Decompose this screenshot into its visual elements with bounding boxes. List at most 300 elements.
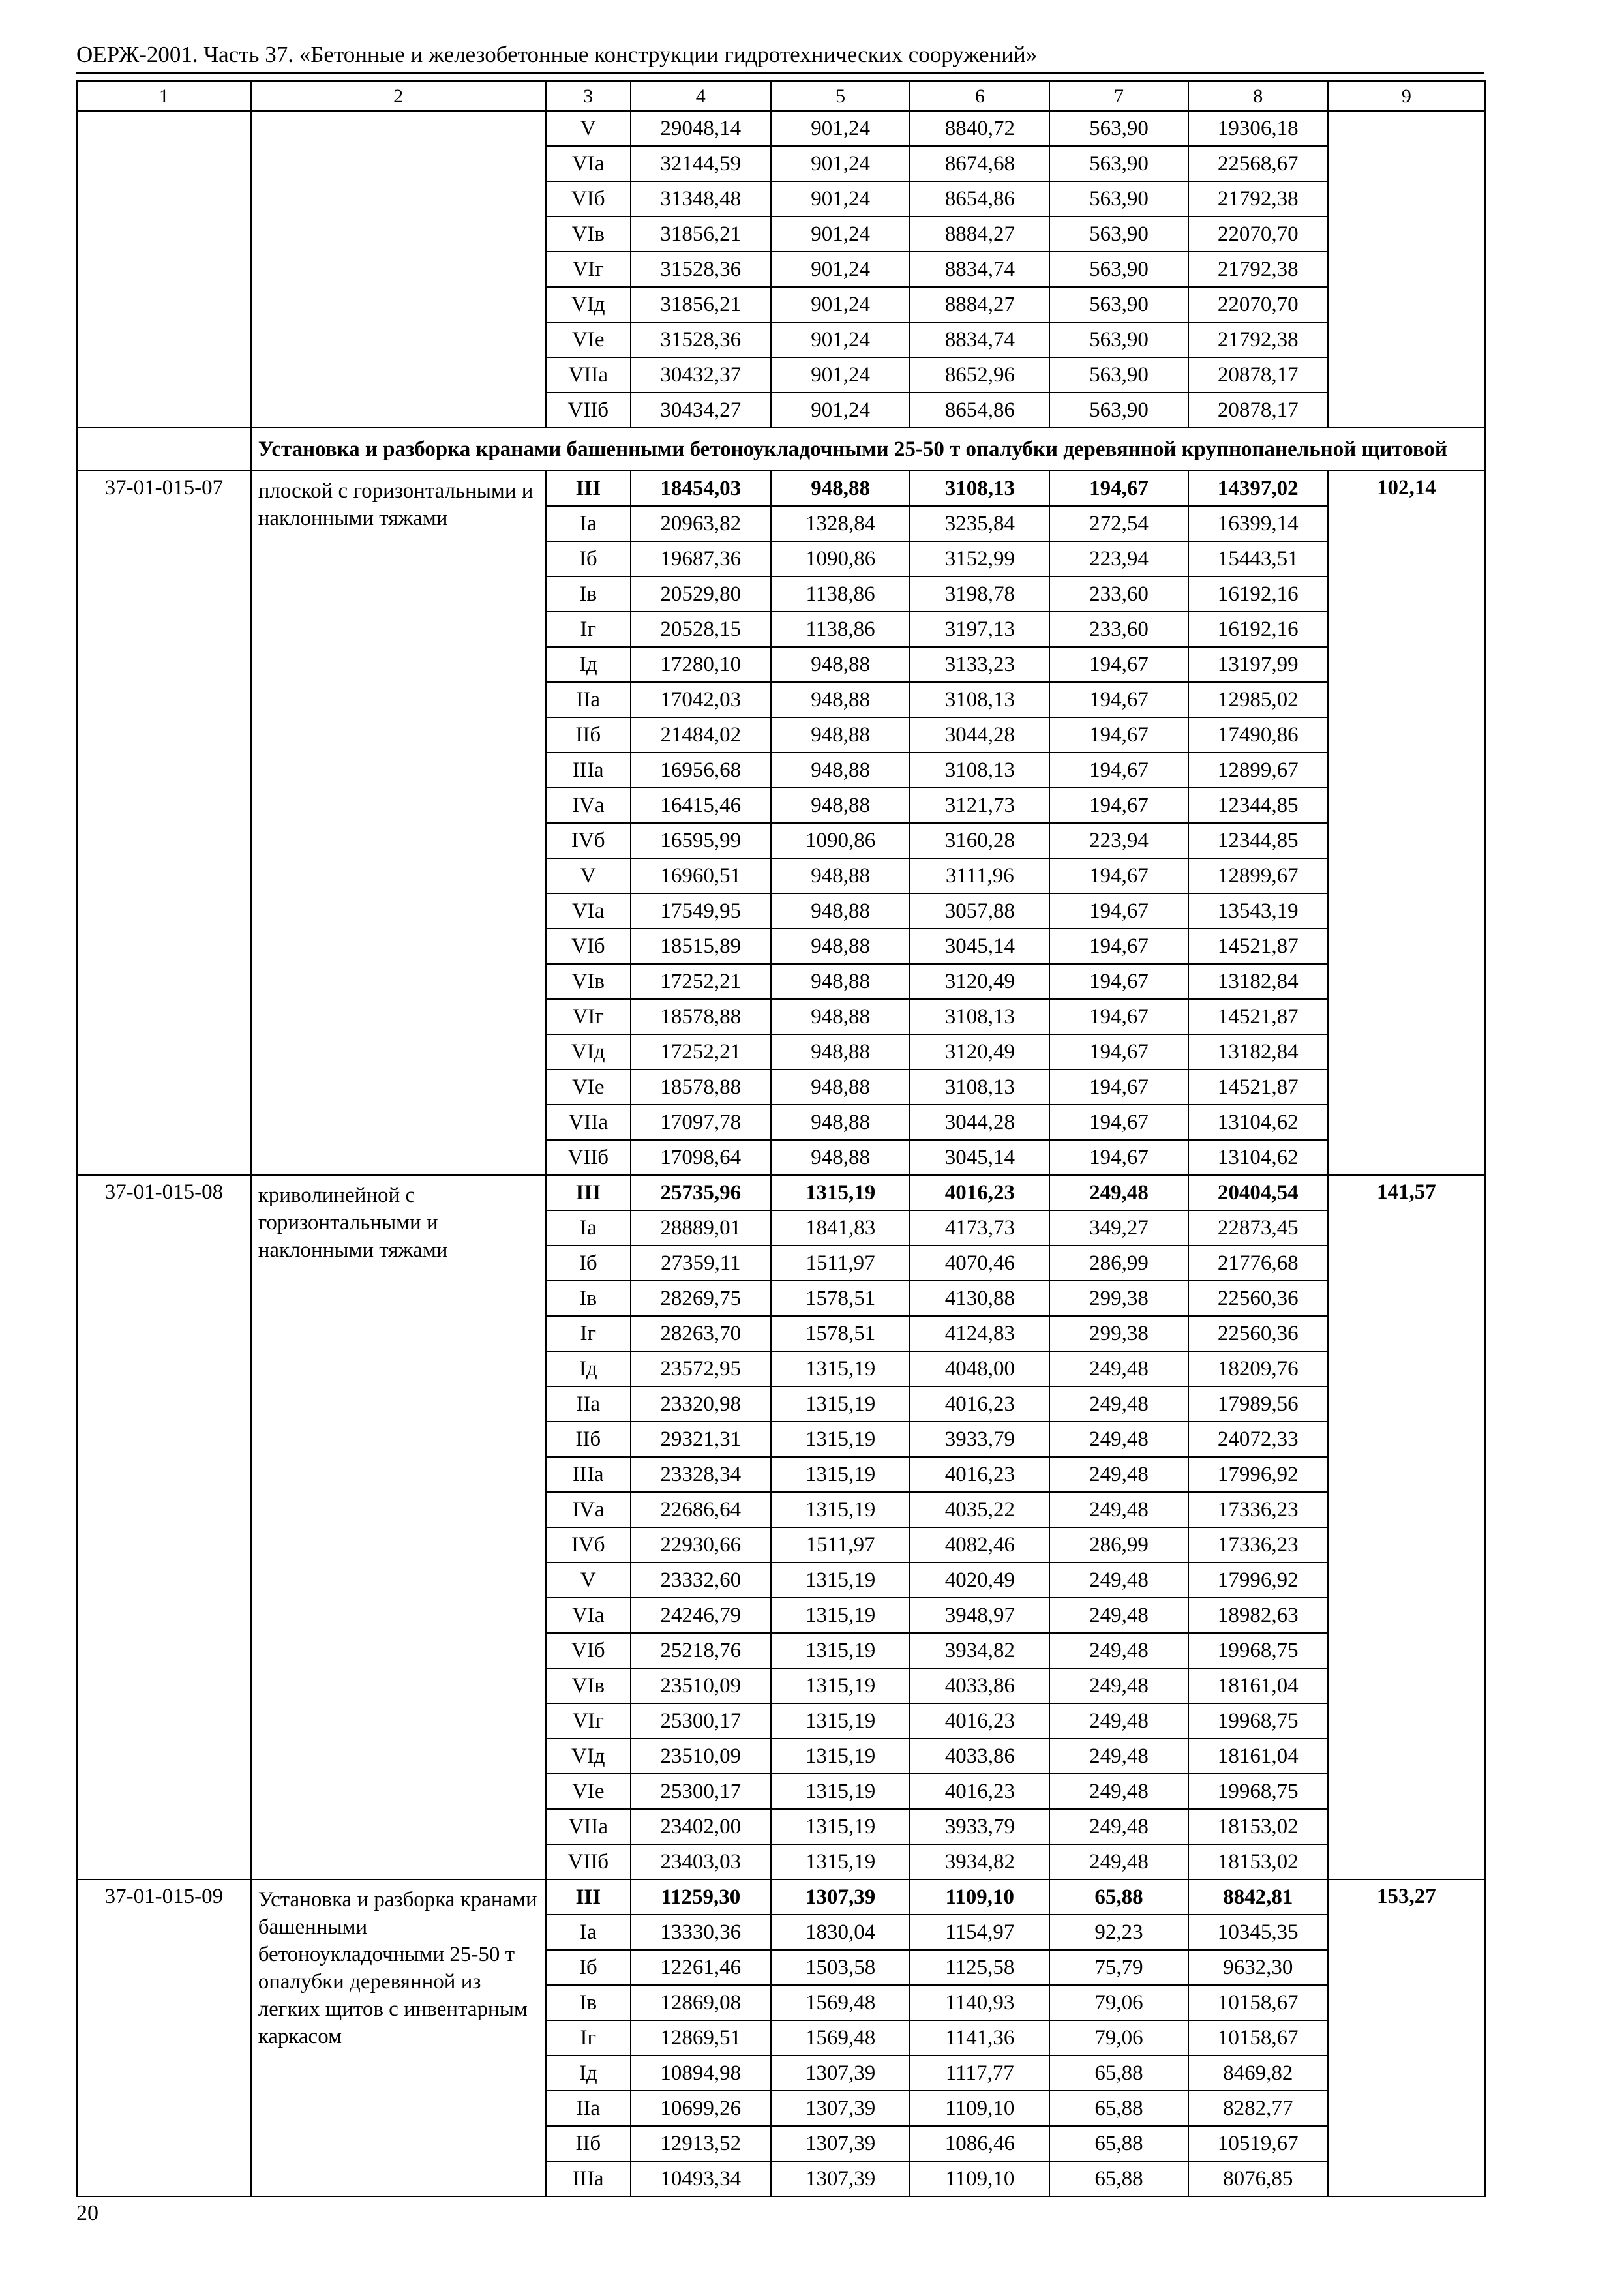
value-cell: 4035,22	[910, 1492, 1049, 1527]
value-cell: 1578,51	[771, 1316, 910, 1351]
value-cell: VIа	[546, 893, 631, 929]
value-cell: VIе	[546, 1774, 631, 1809]
value-cell: 3120,49	[910, 964, 1049, 999]
value-cell: 563,90	[1049, 393, 1188, 428]
value-cell: III	[546, 471, 631, 506]
value-cell: 13182,84	[1188, 964, 1328, 999]
value-cell: 223,94	[1049, 823, 1188, 858]
value-cell: 24072,33	[1188, 1422, 1328, 1457]
value-cell: 8842,81	[1188, 1879, 1328, 1915]
value-cell: 1315,19	[771, 1351, 910, 1386]
value-cell: 16192,16	[1188, 576, 1328, 612]
value-cell: Iд	[546, 2056, 631, 2091]
value-cell: 249,48	[1049, 1633, 1188, 1668]
value-cell: 948,88	[771, 717, 910, 753]
value-cell: 249,48	[1049, 1422, 1188, 1457]
value-cell: 13182,84	[1188, 1034, 1328, 1070]
value-cell: 3133,23	[910, 647, 1049, 682]
value-cell: 31528,36	[631, 322, 771, 357]
value-cell: 3045,14	[910, 929, 1049, 964]
value-cell: V	[546, 1563, 631, 1598]
code-cell: 37-01-015-08	[77, 1175, 251, 1879]
value-cell: 3235,84	[910, 506, 1049, 541]
value-cell: 12985,02	[1188, 682, 1328, 717]
value-cell: 299,38	[1049, 1281, 1188, 1316]
value-cell: 901,24	[771, 111, 910, 146]
value-cell: 4016,23	[910, 1774, 1049, 1809]
value-cell: VIб	[546, 181, 631, 217]
value-cell: 3197,13	[910, 612, 1049, 647]
value-cell: 194,67	[1049, 999, 1188, 1034]
value-cell: 948,88	[771, 929, 910, 964]
value-cell: IIа	[546, 2091, 631, 2126]
column-number-cell: 3	[546, 81, 631, 111]
value-cell: 3044,28	[910, 1105, 1049, 1140]
value-cell: 299,38	[1049, 1316, 1188, 1351]
value-cell: 31856,21	[631, 287, 771, 322]
table-row	[77, 471, 1485, 506]
name-cell: Установка и разборка кранами башенными бетоноукладочными 25-50 т опалубки деревянной из легких щитов с инвентарным каркасом	[251, 1879, 546, 2196]
value-cell: 4016,23	[910, 1386, 1049, 1422]
value-cell: 13197,99	[1188, 647, 1328, 682]
value-cell: Iг	[546, 1316, 631, 1351]
value-cell: 13104,62	[1188, 1105, 1328, 1140]
value-cell: 17252,21	[631, 1034, 771, 1070]
value-cell: VIе	[546, 1070, 631, 1105]
value-cell: 3108,13	[910, 999, 1049, 1034]
value-cell: 17996,92	[1188, 1457, 1328, 1492]
value-cell: 3160,28	[910, 823, 1049, 858]
value-cell: 25300,17	[631, 1774, 771, 1809]
value-cell: IVб	[546, 1527, 631, 1563]
value-cell: 19687,36	[631, 541, 771, 576]
value-cell: 79,06	[1049, 1985, 1188, 2020]
rates-table	[76, 80, 1486, 2197]
value-cell: 16960,51	[631, 858, 771, 893]
value-cell: 3108,13	[910, 1070, 1049, 1105]
value-cell: 1569,48	[771, 2020, 910, 2056]
name-cell: криволинейной с горизонтальными и наклонными тяжами	[251, 1175, 546, 1879]
value-cell: 16399,14	[1188, 506, 1328, 541]
value-cell: 948,88	[771, 1105, 910, 1140]
value-cell: 249,48	[1049, 1809, 1188, 1844]
value-cell: VIв	[546, 964, 631, 999]
value-cell: 19968,75	[1188, 1633, 1328, 1668]
value-cell: VIд	[546, 287, 631, 322]
value-cell: 901,24	[771, 252, 910, 287]
value-cell: 10345,35	[1188, 1915, 1328, 1950]
value-cell: 22930,66	[631, 1527, 771, 1563]
section-heading: Установка и разборка кранами башенными бетоноукладочными 25-50 т опалубки деревянной крупнопанельной щитовой	[251, 428, 1485, 471]
value-cell: 20878,17	[1188, 393, 1328, 428]
value-cell: Iд	[546, 1351, 631, 1386]
value-cell: 4130,88	[910, 1281, 1049, 1316]
value-cell: 3934,82	[910, 1844, 1049, 1879]
value-cell: 10158,67	[1188, 1985, 1328, 2020]
value-cell: 1138,86	[771, 576, 910, 612]
column-number-cell: 9	[1328, 81, 1485, 111]
value-cell: VIв	[546, 217, 631, 252]
header-rule	[76, 72, 1484, 74]
value-cell: IVа	[546, 788, 631, 823]
value-cell: 18515,89	[631, 929, 771, 964]
value-cell: 1307,39	[771, 2091, 910, 2126]
value-cell: 14521,87	[1188, 929, 1328, 964]
value-cell: 194,67	[1049, 964, 1188, 999]
value-cell: 1315,19	[771, 1386, 910, 1422]
value-cell: 948,88	[771, 788, 910, 823]
value-cell: Iв	[546, 1985, 631, 2020]
table-row	[77, 1175, 1485, 1210]
value-cell: 17280,10	[631, 647, 771, 682]
name-cell: плоской с горизонтальными и наклонными тяжами	[251, 471, 546, 1175]
value-cell: 21484,02	[631, 717, 771, 753]
value-cell: Iг	[546, 2020, 631, 2056]
col9-cell: 141,57	[1328, 1175, 1485, 1879]
table-row	[77, 111, 1485, 146]
value-cell: 9632,30	[1188, 1950, 1328, 1985]
value-cell: VIа	[546, 146, 631, 181]
code-cell	[77, 111, 251, 428]
value-cell: 1315,19	[771, 1774, 910, 1809]
value-cell: 1109,10	[910, 1879, 1049, 1915]
value-cell: VIб	[546, 929, 631, 964]
value-cell: 10158,67	[1188, 2020, 1328, 2056]
value-cell: VIг	[546, 1703, 631, 1739]
value-cell: 194,67	[1049, 858, 1188, 893]
value-cell: 23572,95	[631, 1351, 771, 1386]
value-cell: 8652,96	[910, 357, 1049, 393]
value-cell: V	[546, 111, 631, 146]
value-cell: 17252,21	[631, 964, 771, 999]
value-cell: 8469,82	[1188, 2056, 1328, 2091]
value-cell: 29048,14	[631, 111, 771, 146]
value-cell: 1315,19	[771, 1668, 910, 1703]
value-cell: 12344,85	[1188, 788, 1328, 823]
value-cell: III	[546, 1175, 631, 1210]
value-cell: 249,48	[1049, 1668, 1188, 1703]
value-cell: 31348,48	[631, 181, 771, 217]
value-cell: 1090,86	[771, 823, 910, 858]
value-cell: 19306,18	[1188, 111, 1328, 146]
value-cell: 18209,76	[1188, 1351, 1328, 1386]
value-cell: 8654,86	[910, 393, 1049, 428]
value-cell: 1315,19	[771, 1739, 910, 1774]
value-cell: 23510,09	[631, 1668, 771, 1703]
value-cell: 4016,23	[910, 1457, 1049, 1492]
value-cell: 1315,19	[771, 1175, 910, 1210]
value-cell: IIIа	[546, 753, 631, 788]
col9-cell	[1328, 111, 1485, 428]
value-cell: 1315,19	[771, 1457, 910, 1492]
value-cell: 22070,70	[1188, 217, 1328, 252]
value-cell: 20528,15	[631, 612, 771, 647]
value-cell: 4070,46	[910, 1246, 1049, 1281]
value-cell: 1578,51	[771, 1281, 910, 1316]
value-cell: 3108,13	[910, 753, 1049, 788]
value-cell: 901,24	[771, 146, 910, 181]
value-cell: 1307,39	[771, 2126, 910, 2161]
value-cell: 1315,19	[771, 1598, 910, 1633]
value-cell: 563,90	[1049, 252, 1188, 287]
value-cell: 25300,17	[631, 1703, 771, 1739]
value-cell: 17098,64	[631, 1140, 771, 1175]
column-number-cell: 7	[1049, 81, 1188, 111]
value-cell: 194,67	[1049, 753, 1188, 788]
value-cell: 1138,86	[771, 612, 910, 647]
value-cell: 25218,76	[631, 1633, 771, 1668]
value-cell: 17989,56	[1188, 1386, 1328, 1422]
column-number-row	[77, 81, 1485, 111]
value-cell: 20963,82	[631, 506, 771, 541]
col9-cell: 102,14	[1328, 471, 1485, 1175]
value-cell: 901,24	[771, 322, 910, 357]
column-number-cell: 1	[77, 81, 251, 111]
value-cell: V	[546, 858, 631, 893]
value-cell: 17097,78	[631, 1105, 771, 1140]
value-cell: IIб	[546, 1422, 631, 1457]
value-cell: 22560,36	[1188, 1316, 1328, 1351]
column-number-cell: 8	[1188, 81, 1328, 111]
value-cell: 948,88	[771, 999, 910, 1034]
value-cell: 194,67	[1049, 893, 1188, 929]
value-cell: VIд	[546, 1034, 631, 1070]
value-cell: 249,48	[1049, 1386, 1188, 1422]
value-cell: 8654,86	[910, 181, 1049, 217]
value-cell: VIд	[546, 1739, 631, 1774]
value-cell: 194,67	[1049, 788, 1188, 823]
value-cell: IIб	[546, 717, 631, 753]
value-cell: 17042,03	[631, 682, 771, 717]
value-cell: 249,48	[1049, 1844, 1188, 1879]
value-cell: 14521,87	[1188, 999, 1328, 1034]
page-header: ОЕРЖ-2001. Часть 37. «Бетонные и железобетонные конструкции гидротехнических сооружений»	[76, 42, 1038, 67]
value-cell: 8834,74	[910, 252, 1049, 287]
value-cell: 948,88	[771, 471, 910, 506]
value-cell: 1511,97	[771, 1527, 910, 1563]
value-cell: 948,88	[771, 1034, 910, 1070]
value-cell: 272,54	[1049, 506, 1188, 541]
value-cell: 1315,19	[771, 1844, 910, 1879]
value-cell: 10493,34	[631, 2161, 771, 2196]
value-cell: 25735,96	[631, 1175, 771, 1210]
value-cell: 10894,98	[631, 2056, 771, 2091]
value-cell: Iа	[546, 506, 631, 541]
value-cell: 8884,27	[910, 287, 1049, 322]
value-cell: 4020,49	[910, 1563, 1049, 1598]
value-cell: 29321,31	[631, 1422, 771, 1457]
value-cell: 194,67	[1049, 929, 1188, 964]
value-cell: 13543,19	[1188, 893, 1328, 929]
value-cell: VIIб	[546, 1844, 631, 1879]
value-cell: 286,99	[1049, 1527, 1188, 1563]
value-cell: IIа	[546, 1386, 631, 1422]
value-cell: 3111,96	[910, 858, 1049, 893]
value-cell: VIб	[546, 1633, 631, 1668]
value-cell: 249,48	[1049, 1492, 1188, 1527]
value-cell: 3933,79	[910, 1809, 1049, 1844]
value-cell: 563,90	[1049, 357, 1188, 393]
value-cell: 194,67	[1049, 1105, 1188, 1140]
value-cell: 4124,83	[910, 1316, 1049, 1351]
value-cell: 92,23	[1049, 1915, 1188, 1950]
value-cell: 20529,80	[631, 576, 771, 612]
column-number-cell: 6	[910, 81, 1049, 111]
value-cell: IVб	[546, 823, 631, 858]
value-cell: 8840,72	[910, 111, 1049, 146]
name-cell	[251, 111, 546, 428]
value-cell: 23320,98	[631, 1386, 771, 1422]
value-cell: 21792,38	[1188, 252, 1328, 287]
value-cell: Iб	[546, 1246, 631, 1281]
value-cell: 948,88	[771, 1070, 910, 1105]
value-cell: Iб	[546, 1950, 631, 1985]
value-cell: 12869,51	[631, 2020, 771, 2056]
value-cell: 4016,23	[910, 1175, 1049, 1210]
value-cell: 1307,39	[771, 1879, 910, 1915]
value-cell: 249,48	[1049, 1703, 1188, 1739]
value-cell: 10699,26	[631, 2091, 771, 2126]
value-cell: 249,48	[1049, 1457, 1188, 1492]
value-cell: 4033,86	[910, 1739, 1049, 1774]
value-cell: Iв	[546, 1281, 631, 1316]
value-cell: 8834,74	[910, 322, 1049, 357]
value-cell: 194,67	[1049, 717, 1188, 753]
value-cell: 14397,02	[1188, 471, 1328, 506]
value-cell: 194,67	[1049, 471, 1188, 506]
value-cell: 21776,68	[1188, 1246, 1328, 1281]
value-cell: 901,24	[771, 357, 910, 393]
value-cell: 563,90	[1049, 217, 1188, 252]
value-cell: 65,88	[1049, 2126, 1188, 2161]
value-cell: 4082,46	[910, 1527, 1049, 1563]
value-cell: 15443,51	[1188, 541, 1328, 576]
value-cell: 1307,39	[771, 2161, 910, 2196]
value-cell: 249,48	[1049, 1739, 1188, 1774]
value-cell: 1315,19	[771, 1703, 910, 1739]
value-cell: 563,90	[1049, 322, 1188, 357]
value-cell: 1315,19	[771, 1633, 910, 1668]
value-cell: 901,24	[771, 217, 910, 252]
value-cell: 3057,88	[910, 893, 1049, 929]
value-cell: 17996,92	[1188, 1563, 1328, 1598]
value-cell: 18578,88	[631, 1070, 771, 1105]
value-cell: 249,48	[1049, 1351, 1188, 1386]
value-cell: 948,88	[771, 893, 910, 929]
value-cell: 1830,04	[771, 1915, 910, 1950]
value-cell: 3933,79	[910, 1422, 1049, 1457]
value-cell: 23403,03	[631, 1844, 771, 1879]
column-number-cell: 5	[771, 81, 910, 111]
value-cell: 3121,73	[910, 788, 1049, 823]
value-cell: 194,67	[1049, 1070, 1188, 1105]
value-cell: 19968,75	[1188, 1774, 1328, 1809]
value-cell: 286,99	[1049, 1246, 1188, 1281]
value-cell: 27359,11	[631, 1246, 771, 1281]
value-cell: 28263,70	[631, 1316, 771, 1351]
value-cell: 10519,67	[1188, 2126, 1328, 2161]
value-cell: 948,88	[771, 1140, 910, 1175]
value-cell: 948,88	[771, 964, 910, 999]
value-cell: Iг	[546, 612, 631, 647]
section-heading-spacer	[77, 428, 251, 471]
value-cell: Iб	[546, 541, 631, 576]
value-cell: VIа	[546, 1598, 631, 1633]
value-cell: 16595,99	[631, 823, 771, 858]
value-cell: 3044,28	[910, 717, 1049, 753]
value-cell: 1511,97	[771, 1246, 910, 1281]
value-cell: IVа	[546, 1492, 631, 1527]
value-cell: 8674,68	[910, 146, 1049, 181]
value-cell: 75,79	[1049, 1950, 1188, 1985]
value-cell: 1315,19	[771, 1809, 910, 1844]
value-cell: 18153,02	[1188, 1809, 1328, 1844]
value-cell: VIIб	[546, 1140, 631, 1175]
value-cell: 1154,97	[910, 1915, 1049, 1950]
value-cell: 65,88	[1049, 2161, 1188, 2196]
value-cell: 563,90	[1049, 111, 1188, 146]
value-cell: 19968,75	[1188, 1703, 1328, 1739]
value-cell: IIIа	[546, 1457, 631, 1492]
value-cell: 65,88	[1049, 2056, 1188, 2091]
value-cell: 1117,77	[910, 2056, 1049, 2091]
value-cell: 901,24	[771, 287, 910, 322]
value-cell: 194,67	[1049, 1140, 1188, 1175]
value-cell: 16192,16	[1188, 612, 1328, 647]
value-cell: 901,24	[771, 393, 910, 428]
value-cell: 11259,30	[631, 1879, 771, 1915]
value-cell: 22686,64	[631, 1492, 771, 1527]
value-cell: 948,88	[771, 682, 910, 717]
value-cell: 24246,79	[631, 1598, 771, 1633]
value-cell: 23328,34	[631, 1457, 771, 1492]
value-cell: 18153,02	[1188, 1844, 1328, 1879]
value-cell: VIIа	[546, 1105, 631, 1140]
value-cell: 18161,04	[1188, 1739, 1328, 1774]
value-cell: 8076,85	[1188, 2161, 1328, 2196]
value-cell: 30434,27	[631, 393, 771, 428]
value-cell: 901,24	[771, 181, 910, 217]
value-cell: 12913,52	[631, 2126, 771, 2161]
value-cell: 3948,97	[910, 1598, 1049, 1633]
value-cell: VIIб	[546, 393, 631, 428]
value-cell: 3108,13	[910, 471, 1049, 506]
value-cell: 12869,08	[631, 1985, 771, 2020]
value-cell: 17336,23	[1188, 1492, 1328, 1527]
value-cell: 194,67	[1049, 682, 1188, 717]
value-cell: 12344,85	[1188, 823, 1328, 858]
value-cell: 563,90	[1049, 181, 1188, 217]
value-cell: 1090,86	[771, 541, 910, 576]
value-cell: 4016,23	[910, 1703, 1049, 1739]
value-cell: 1315,19	[771, 1492, 910, 1527]
value-cell: 30432,37	[631, 357, 771, 393]
value-cell: 249,48	[1049, 1563, 1188, 1598]
value-cell: IIб	[546, 2126, 631, 2161]
column-number-cell: 2	[251, 81, 546, 111]
value-cell: 1503,58	[771, 1950, 910, 1985]
value-cell: 32144,59	[631, 146, 771, 181]
value-cell: 233,60	[1049, 576, 1188, 612]
value-cell: 17336,23	[1188, 1527, 1328, 1563]
value-cell: 1569,48	[771, 1985, 910, 2020]
value-cell: 17490,86	[1188, 717, 1328, 753]
value-cell: 12261,46	[631, 1950, 771, 1985]
col9-cell: 153,27	[1328, 1879, 1485, 2196]
value-cell: 23402,00	[631, 1809, 771, 1844]
value-cell: 1841,83	[771, 1210, 910, 1246]
value-cell: 249,48	[1049, 1598, 1188, 1633]
